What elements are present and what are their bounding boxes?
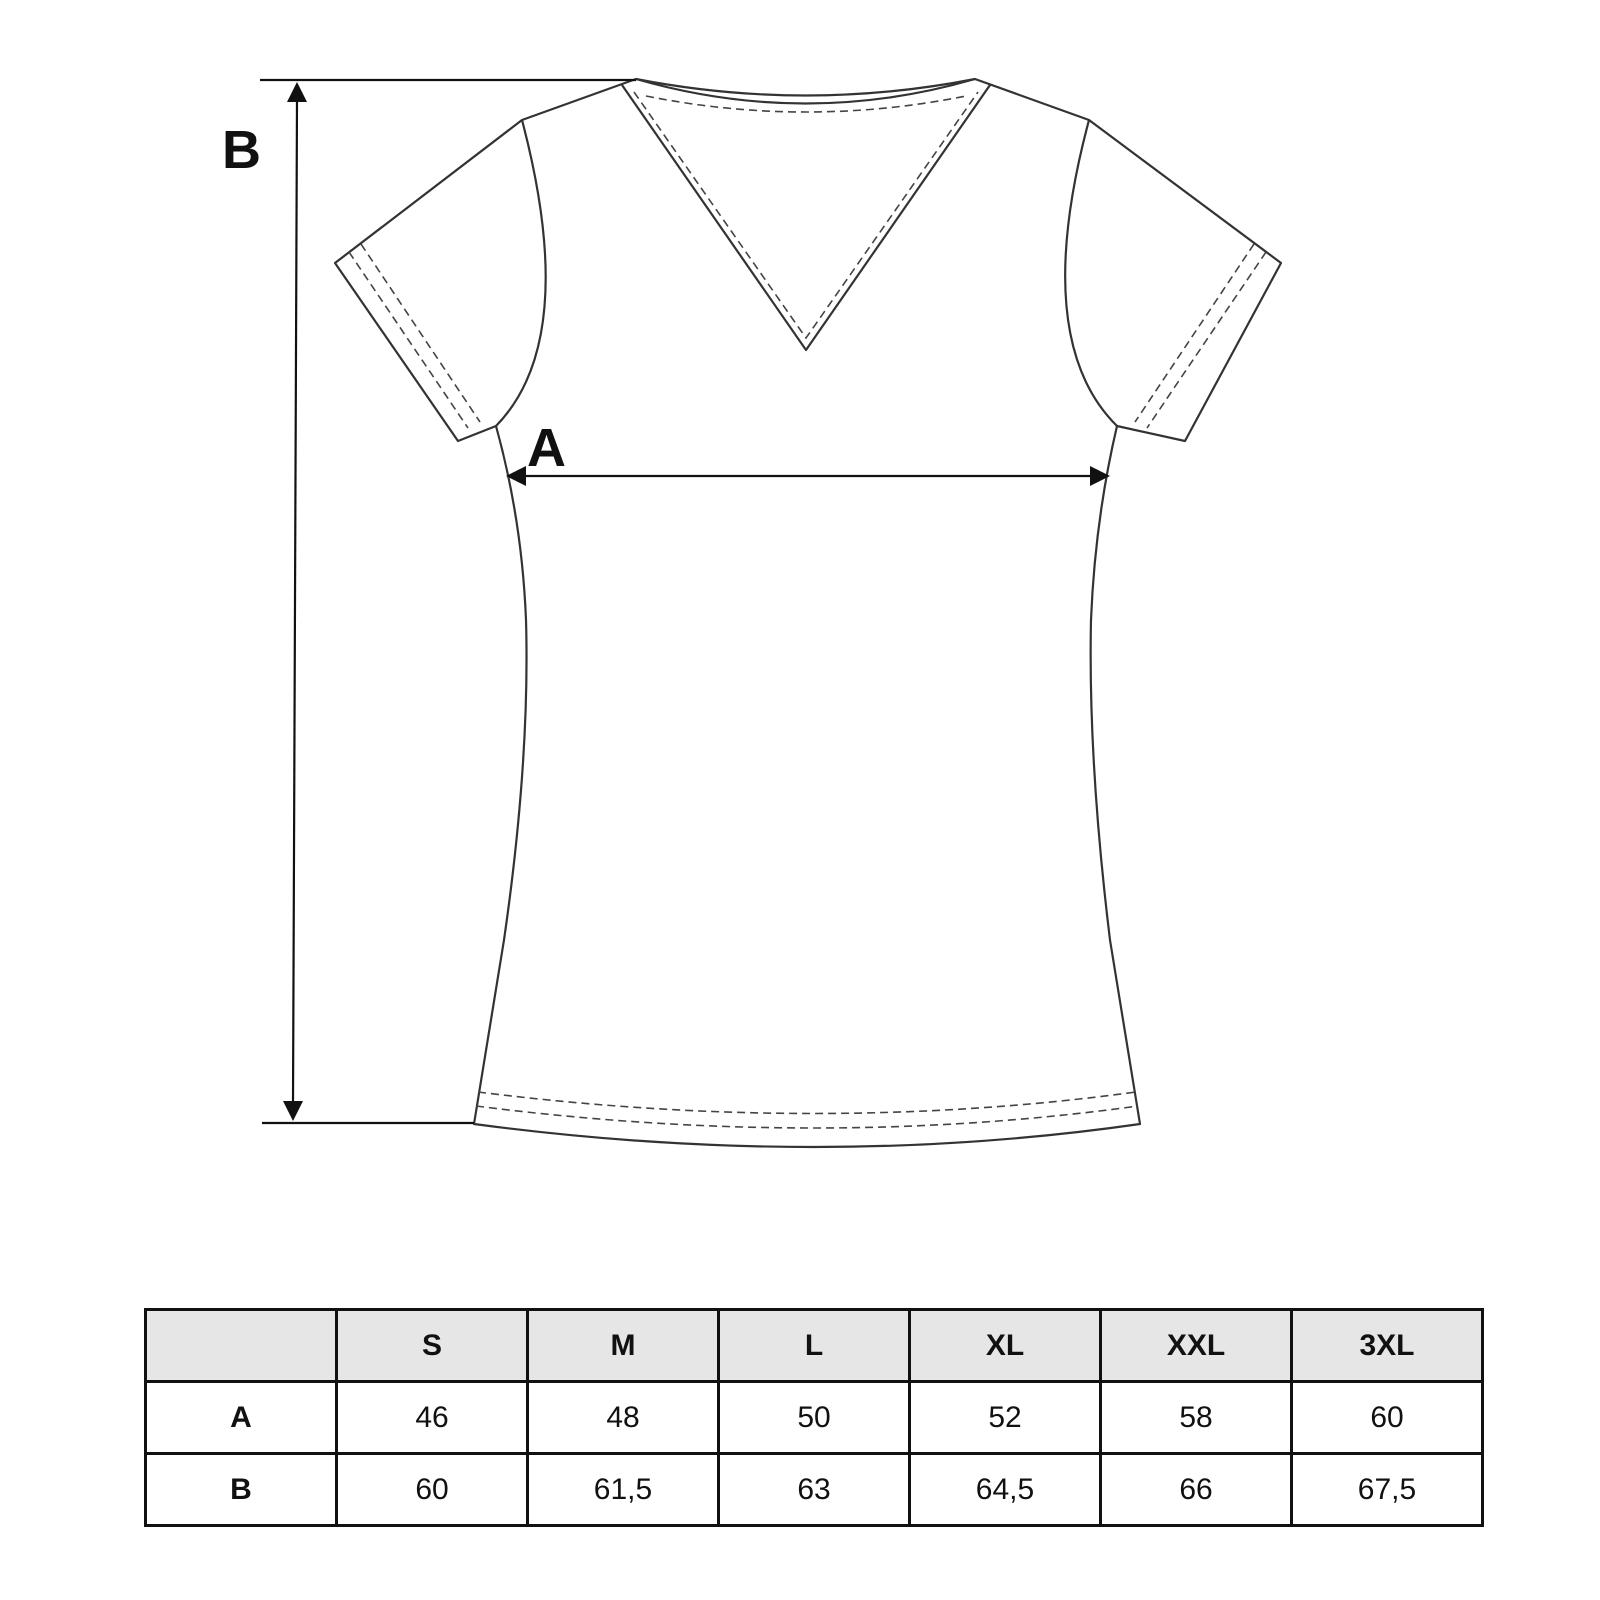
right-armhole-seam bbox=[1065, 120, 1117, 426]
v-neck-inner bbox=[622, 85, 990, 350]
size-header-3xl: 3XL bbox=[1292, 1310, 1483, 1382]
left-armhole-seam bbox=[496, 120, 546, 426]
label-a: A bbox=[527, 418, 566, 478]
b-arrow-down bbox=[283, 1101, 303, 1121]
table-cell: 66 bbox=[1101, 1454, 1292, 1526]
row-label-a: A bbox=[146, 1382, 337, 1454]
table-cell: 63 bbox=[719, 1454, 910, 1526]
measurement-b bbox=[260, 80, 636, 1123]
table-row-a bbox=[146, 1382, 1483, 1454]
corner-cell bbox=[146, 1310, 337, 1382]
size-header-m: M bbox=[528, 1310, 719, 1382]
table-cell: 67,5 bbox=[1292, 1454, 1483, 1526]
size-header-row bbox=[146, 1310, 1483, 1382]
size-header-l: L bbox=[719, 1310, 910, 1382]
measurement-a bbox=[506, 466, 1110, 486]
table-cell: 50 bbox=[719, 1382, 910, 1454]
b-dimension-line bbox=[293, 100, 297, 1103]
table-row-b bbox=[146, 1454, 1483, 1526]
size-header-xxl: XXL bbox=[1101, 1310, 1292, 1382]
table-cell: 60 bbox=[1292, 1382, 1483, 1454]
right-sleeve-stitch-2 bbox=[1135, 244, 1254, 422]
neck-stitch-1 bbox=[634, 92, 978, 338]
table-cell: 48 bbox=[528, 1382, 719, 1454]
label-b: B bbox=[222, 120, 261, 180]
table-cell: 46 bbox=[337, 1382, 528, 1454]
table-cell: 52 bbox=[910, 1382, 1101, 1454]
table-cell: 60 bbox=[337, 1454, 528, 1526]
hem-stitch-1 bbox=[478, 1092, 1136, 1114]
hem-stitch-2 bbox=[476, 1106, 1138, 1128]
left-sleeve-stitch-2 bbox=[361, 244, 480, 422]
left-sleeve-stitch-1 bbox=[349, 252, 468, 428]
row-label-b: B bbox=[146, 1454, 337, 1526]
size-table bbox=[144, 1308, 1484, 1527]
size-header-xl: XL bbox=[910, 1310, 1101, 1382]
tshirt-outline bbox=[335, 79, 1281, 1147]
table-cell: 58 bbox=[1101, 1382, 1292, 1454]
table-cell: 61,5 bbox=[528, 1454, 719, 1526]
v-neck-back bbox=[636, 79, 975, 96]
size-header-s: S bbox=[337, 1310, 528, 1382]
b-arrow-up bbox=[287, 82, 307, 102]
table-cell: 64,5 bbox=[910, 1454, 1101, 1526]
